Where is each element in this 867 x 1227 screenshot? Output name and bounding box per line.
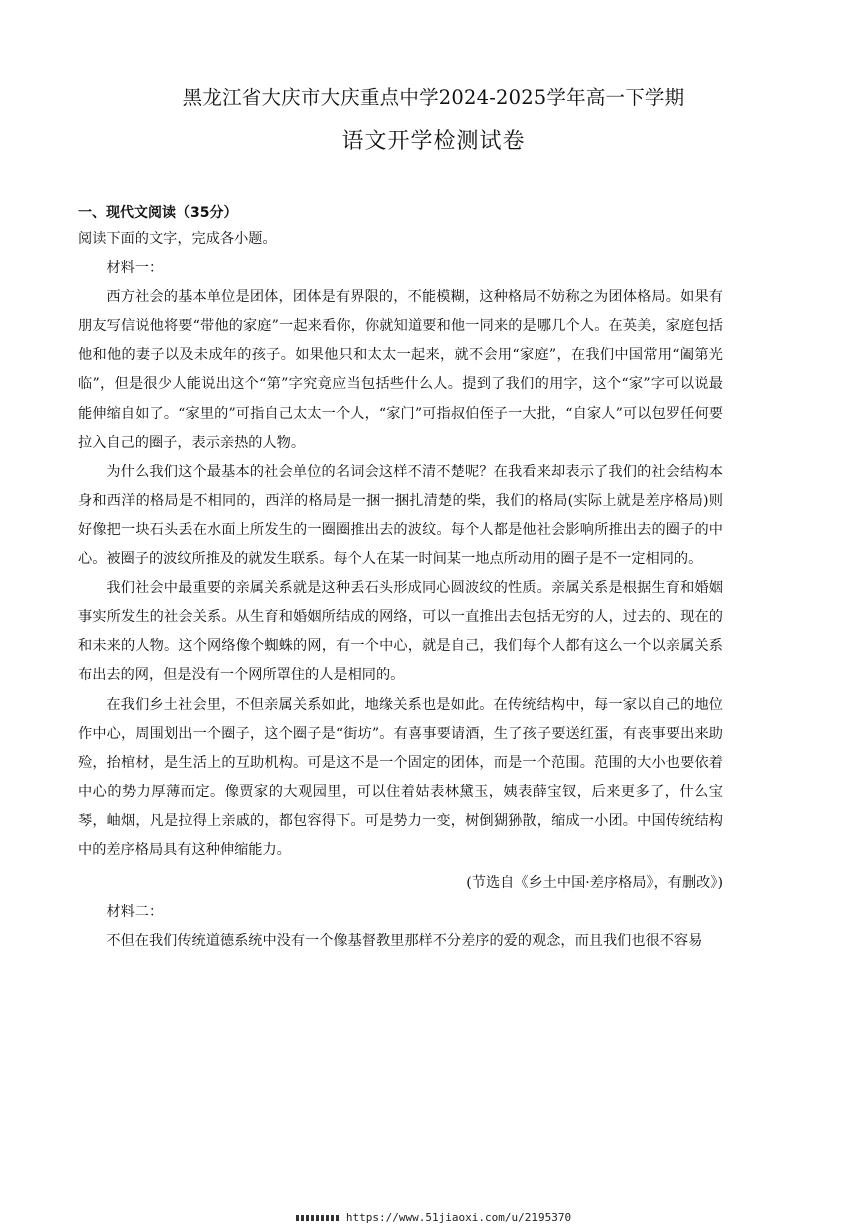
footer-url-link[interactable]: https://www.51jiaoxi.com/u/2195370 (345, 1211, 572, 1224)
instruction-text: 阅读下面的文字，完成各小题。 (78, 231, 277, 247)
source-citation: (节选自《乡土中国·差序格局》，有删改》) (466, 875, 723, 892)
material1-label: 材料一： (106, 260, 164, 277)
paragraph-3: 我们社会中最重要的亲属关系就是这种丢石头形成同心圆波纹的性质。亲属关系是根据生育和婚姻事实所发生的社会关系。从生育和婚姻所结成的网络，可以一直推出去包括无穷的人，过去的、现在的和未来的人物。这个网络像个蜘蛛的网，有一个中心，就是自己，我们每个人都有这么一个以亲属关系布出去的网，但是没有一个网所罩住的人是相同的。 (78, 580, 723, 684)
section-heading: 一、现代文阅读（35分） (78, 205, 238, 221)
paragraph-4: 在我们乡土社会里，不但亲属关系如此，地缘关系也是如此。在传统结构中，每一家以自己的地位作中心，周围划出一个圈子，这个圈子是“街坊”。有喜事要请酒，生了孩子要送红蛋，有丧事要出来助殓，抬棺材，是生活上的互助机构。可是这不是一个固定的团体，而是一个范围。范围的大小也要依着中心的势力厚薄而定。像贾家的大观园里，可以住着姑表林黛玉，姨表薛宝钗，后来更多了，什么宝琴，岫烟，凡是拉得上亲戚的，都包容得下。可是势力一变，树倒猢狲散，缩成一小团。中国传统结构中的差序格局具有这种伸缩能力。 (78, 696, 723, 858)
exam-title-line1: 黑龙江省大庆市大庆重点中学2024-2025学年高一下学期 (182, 86, 685, 109)
footer-watermark (0, 1211, 867, 1224)
material2-paragraph: 不但在我们传统道德系统中没有一个像基督教里那样不分差序的爱的观念，而且我们也很不容易 (106, 933, 703, 950)
paragraph-2: 为什么我们这个最基本的社会单位的名词会这样不清不楚呢？在我看来却表示了我们的社会结构本身和西洋的格局是不相同的，西洋的格局是一捆一捆扎清楚的柴，我们的格局(实际上就是差序格局)则好像把一块石头丢在水面上所发生的一圈圈推出去的波纹。每个人都是他社会影响所推出去的圈子的中心。被圈子的波纹所推及的就发生联系。每个人在某一时间某一地点所动用的圈子是不一定相同的。 (78, 463, 723, 568)
exam-content (78, 201, 723, 956)
paragraph-1: 西方社会的基本单位是团体，团体是有界限的，不能模糊，这种格局不妨称之为团体格局。如果有朋友写信说他将要“带他的家庭”一起来看你，你就知道要和他一同来的是哪几个人。在英美，家庭包括他和他的妻子以及未成年的孩子。如果他只和太太一起来，就不会用“家庭”，在我们中国常用“阖第光临”，但是很少人能说出这个“第”字究竟应当包括些什么人。提到了我们的用字，这个“家”字可以说最能伸缩自如了。“家里的”可指自己太太一个人，“家门”可指叔伯侄子一大批，“自家人”可以包罗任何要拉入自己的圈子，表示亲热的人物。 (78, 289, 723, 451)
material2-label: 材料二： (106, 904, 164, 921)
exam-title-line2: 语文开学检测试卷 (341, 129, 526, 154)
watermark-logo-icon (296, 1215, 340, 1221)
